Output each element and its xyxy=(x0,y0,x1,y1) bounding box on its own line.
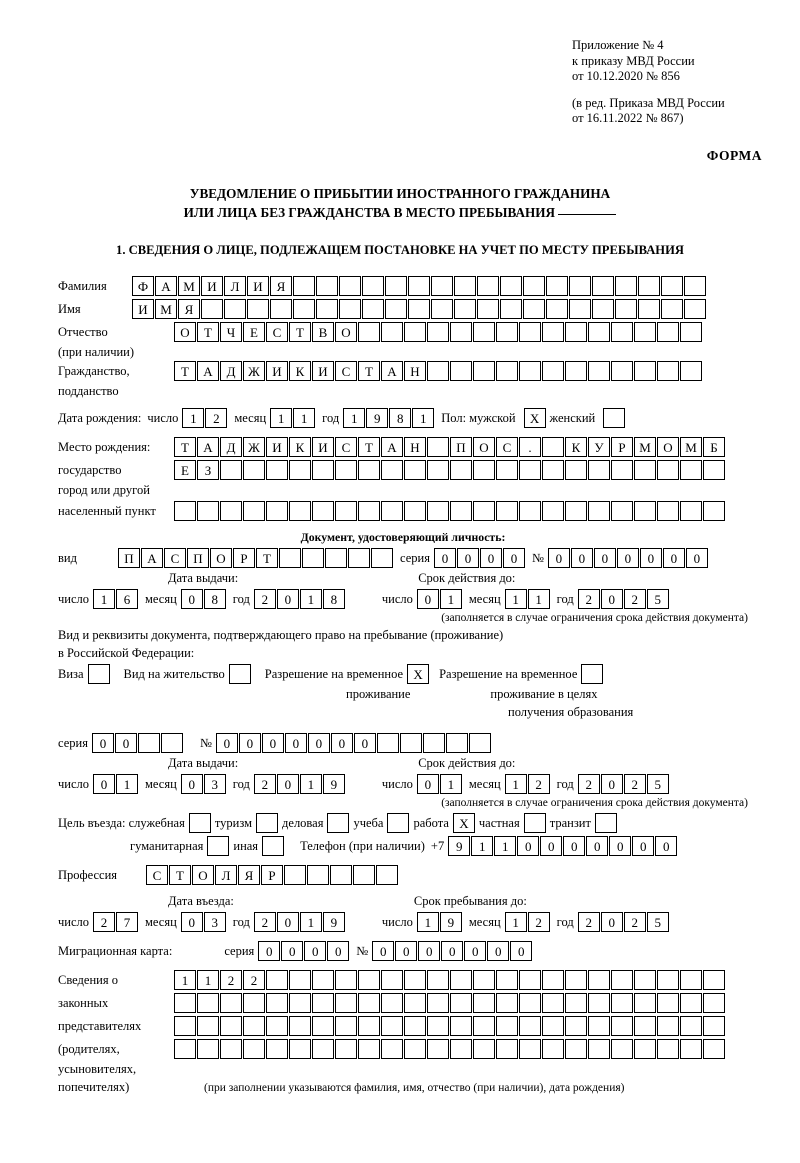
document-header-reference xyxy=(572,38,762,127)
issue-year-label: год xyxy=(232,591,250,606)
purpose-humanitarian-checkbox[interactable] xyxy=(207,836,229,856)
temp-residence-checkbox[interactable]: Х xyxy=(407,664,429,684)
legal-reps-boxes-row3[interactable] xyxy=(174,1016,726,1036)
section-1-heading: 1. СВЕДЕНИЯ О ЛИЦЕ, ПОДЛЕЖАЩЕМ ПОСТАНОВКЕ НА УЧЕТ ПО МЕСТУ ПРЕБЫВАНИЯ xyxy=(116,243,684,257)
legal-reps-row-5 xyxy=(58,1062,748,1077)
permit-series-label: серия xyxy=(58,735,88,750)
phone-prefix: +7 xyxy=(430,838,445,853)
entry-year-label: год xyxy=(232,914,250,929)
field-migration-card xyxy=(58,941,748,961)
page-title xyxy=(0,184,800,222)
sex-male-checkbox[interactable]: Х xyxy=(524,408,546,428)
legal-reps-boxes-row2[interactable] xyxy=(174,993,726,1013)
issue-month-boxes[interactable]: 0 8 xyxy=(181,589,227,609)
legal-reps-row-1 xyxy=(58,970,748,990)
purpose-transit-checkbox[interactable] xyxy=(595,813,617,833)
permit-valid-month-label: месяц xyxy=(468,776,501,791)
issue-year-boxes[interactable]: 2 0 1 8 xyxy=(254,589,346,609)
field-patronymic xyxy=(58,322,748,342)
residence-checkbox[interactable] xyxy=(229,664,251,684)
migration-series-label: серия xyxy=(224,943,255,958)
permit-issue-month-label: месяц xyxy=(145,776,177,791)
header-line-2: к приказу МВД России xyxy=(572,53,695,68)
field-birthplace-line1 xyxy=(58,437,748,457)
permit-sublabels-1 xyxy=(58,687,748,702)
valid-year-label: год xyxy=(556,591,574,606)
identity-doc-series-boxes[interactable]: 0 0 0 0 xyxy=(434,548,526,568)
legal-reps-label-1: Сведения о xyxy=(58,972,118,987)
form-word: ФОРМА xyxy=(706,148,762,163)
permit-valid-year-label: год xyxy=(556,776,574,791)
identity-doc-number-boxes[interactable]: 0 0 0 0 0 0 0 xyxy=(548,548,709,568)
temp-residence-label: Разрешение на временное xyxy=(264,666,404,681)
purpose-study-checkbox[interactable] xyxy=(387,813,409,833)
birthplace-sublabel-2: город или другой xyxy=(58,483,150,497)
birthdate-month-boxes[interactable]: 1 1 xyxy=(270,408,316,428)
permit-sublabels-2 xyxy=(58,705,748,720)
permit-valid-month-boxes[interactable]: 1 2 xyxy=(505,774,551,794)
valid-day-boxes[interactable]: 0 1 xyxy=(417,589,463,609)
migration-number-label: № xyxy=(356,943,369,958)
residence-label: Вид на жительство xyxy=(123,666,225,681)
entry-year-boxes[interactable]: 2 0 1 9 xyxy=(254,912,346,932)
permit-series-number xyxy=(58,733,748,753)
citizenship-label: Гражданство, xyxy=(58,363,130,378)
purpose-work-label: работа xyxy=(413,815,449,830)
legal-reps-row-3 xyxy=(58,1016,748,1036)
permit-checkboxes xyxy=(58,664,748,684)
birthdate-label: Дата рождения: xyxy=(58,410,142,425)
sex-female-label: женский xyxy=(549,410,596,425)
stay-day-boxes[interactable]: 1 9 xyxy=(417,912,463,932)
stay-month-label: месяц xyxy=(468,914,501,929)
permit-number-boxes[interactable]: 0 0 0 0 0 0 0 xyxy=(216,733,492,753)
edu-residence-checkbox[interactable] xyxy=(581,664,603,684)
permit-heading-line2 xyxy=(58,646,748,661)
birthdate-day-boxes[interactable]: 1 2 xyxy=(182,408,228,428)
birthdate-day-label: число xyxy=(147,410,179,425)
field-identity-doc-type xyxy=(58,548,748,568)
citizenship-boxes[interactable]: Т А Д Ж И К И С Т А Н xyxy=(174,361,703,381)
header-line-3: от 10.12.2020 № 856 xyxy=(572,69,680,83)
patronymic-label: Отчество xyxy=(58,324,108,339)
migration-card-label: Миграционная карта: xyxy=(58,943,173,958)
field-birthplace-line4 xyxy=(58,501,748,521)
permit-valid-label: Срок действия до: xyxy=(418,756,516,770)
profession-label: Профессия xyxy=(58,867,118,882)
stay-month-boxes[interactable]: 1 2 xyxy=(505,912,551,932)
legal-reps-row-6 xyxy=(58,1080,748,1095)
sex-male-label: Пол: мужской xyxy=(441,410,516,425)
legal-reps-boxes-row4[interactable] xyxy=(174,1039,726,1059)
purpose-row-1 xyxy=(58,813,748,833)
birthplace-boxes-row1[interactable]: Т А Д Ж И К И С Т А Н П О С . К У Р М О М Б xyxy=(174,437,726,457)
permit-note: (заполняется в случае ограничения срока действия документа) xyxy=(441,797,748,809)
permit-series-boxes[interactable]: 0 0 xyxy=(92,733,184,753)
permit-issue-year-boxes[interactable]: 2 0 1 9 xyxy=(254,774,346,794)
permit-valid-day-label: число xyxy=(381,776,413,791)
identity-doc-series-label: серия xyxy=(400,550,430,565)
identity-doc-issue-label: Дата выдачи: xyxy=(168,571,239,585)
field-citizenship xyxy=(58,361,748,381)
purpose-study-label: учеба xyxy=(353,815,384,830)
valid-year-boxes[interactable]: 2 0 2 5 xyxy=(578,589,670,609)
stay-year-boxes[interactable]: 2 0 2 5 xyxy=(578,912,670,932)
valid-day-label: число xyxy=(381,591,413,606)
citizenship-sublabel-row xyxy=(58,384,748,399)
entry-month-label: месяц xyxy=(145,914,177,929)
name-label: Имя xyxy=(58,301,81,316)
surname-label: Фамилия xyxy=(58,278,107,293)
surname-boxes[interactable]: Ф А М И Л И Я xyxy=(132,276,707,296)
issue-day-boxes[interactable]: 1 6 xyxy=(93,589,139,609)
visa-label: Виза xyxy=(58,666,84,681)
field-birthdate xyxy=(58,408,748,428)
entry-day-label: число xyxy=(58,914,90,929)
purpose-private-checkbox[interactable] xyxy=(524,813,546,833)
title-blank-line xyxy=(558,214,616,215)
purpose-other-checkbox[interactable] xyxy=(262,836,284,856)
profession-boxes[interactable]: С Т О Л Я Р xyxy=(146,865,399,885)
header-line-1: Приложение № 4 xyxy=(572,38,664,52)
field-profession xyxy=(58,865,748,885)
field-birthplace-line2 xyxy=(58,460,748,480)
legal-reps-label-3: представителях xyxy=(58,1018,142,1033)
purpose-private-label: частная xyxy=(478,815,520,830)
temp-residence-label2: проживание xyxy=(346,687,411,701)
patronymic-sublabel-row xyxy=(58,345,748,360)
birthdate-year-label: год xyxy=(322,410,340,425)
purpose-other-label: иная xyxy=(233,838,259,853)
legal-reps-label-4: (родителях, xyxy=(58,1041,120,1056)
phone-label: Телефон (при наличии) xyxy=(300,838,425,853)
phone-boxes[interactable]: 9 1 1 0 0 0 0 0 0 0 xyxy=(448,836,678,856)
permit-issue-year-label: год xyxy=(232,776,250,791)
patronymic-sublabel: (при наличии) xyxy=(58,345,135,359)
permit-number-label: № xyxy=(199,735,212,750)
permit-valid-year-boxes[interactable]: 2 0 2 5 xyxy=(578,774,670,794)
stay-until-label: Срок пребывания до: xyxy=(413,894,527,908)
header-line-5: от 16.11.2022 № 867) xyxy=(572,111,684,125)
field-name xyxy=(58,299,748,319)
permit-issue-month-boxes[interactable]: 0 3 xyxy=(181,774,227,794)
edu-residence-label3: получения образования xyxy=(508,705,634,719)
purpose-official-checkbox[interactable] xyxy=(189,813,211,833)
issue-month-label: месяц xyxy=(145,591,177,606)
purpose-business-label: деловая xyxy=(282,815,324,830)
legal-reps-label-6: попечителях) xyxy=(58,1080,130,1094)
birthplace-sublabel-1: государство xyxy=(58,462,122,477)
permit-issue-day-label: число xyxy=(58,776,90,791)
birthdate-month-label: месяц xyxy=(234,410,267,425)
purpose-label: Цель въезда: служебная xyxy=(58,815,185,830)
identity-doc-heading: Документ, удостоверяющий личность: xyxy=(300,530,506,544)
purpose-tourism-checkbox[interactable] xyxy=(256,813,278,833)
form-body xyxy=(58,276,748,1098)
identity-doc-heading-row xyxy=(58,530,748,545)
migration-series-boxes[interactable]: 0 0 0 0 xyxy=(258,941,350,961)
legal-reps-row-2 xyxy=(58,993,748,1013)
purpose-humanitarian-label: гуманитарная xyxy=(130,838,204,853)
purpose-business-checkbox[interactable] xyxy=(327,813,349,833)
valid-month-label: месяц xyxy=(468,591,501,606)
birthplace-boxes-row2[interactable]: Е З xyxy=(174,460,726,480)
entry-day-boxes[interactable]: 2 7 xyxy=(93,912,139,932)
identity-doc-valid-label: Срок действия до: xyxy=(418,571,516,585)
sex-female-checkbox[interactable] xyxy=(603,408,625,428)
purpose-work-checkbox[interactable]: Х xyxy=(453,813,475,833)
field-birthplace-line3 xyxy=(58,483,748,498)
name-boxes[interactable]: И М Я xyxy=(132,299,707,319)
legal-reps-note: (при заполнении указываются фамилия, имя, отчество (при наличии), дата рождения) xyxy=(204,1081,625,1094)
valid-month-boxes[interactable]: 1 1 xyxy=(505,589,551,609)
purpose-row-2 xyxy=(58,836,748,856)
edu-residence-label2: проживание в целях xyxy=(490,687,598,701)
purpose-tourism-label: туризм xyxy=(214,815,253,830)
identity-doc-type-label: вид xyxy=(58,550,77,565)
legal-reps-boxes-row1[interactable]: 1 1 2 2 xyxy=(174,970,726,990)
entry-dates xyxy=(58,912,748,932)
permit-issue-day-boxes[interactable]: 0 1 xyxy=(93,774,139,794)
identity-doc-dates xyxy=(58,589,748,609)
page-title-line-2: ИЛИ ЛИЦА БЕЗ ГРАЖДАНСТВА В МЕСТО ПРЕБЫВАНИЯ xyxy=(183,205,556,220)
legal-reps-label-5: усыновителях, xyxy=(58,1062,137,1076)
migration-number-boxes[interactable]: 0 0 0 0 0 0 0 xyxy=(372,941,533,961)
permit-heading-line1 xyxy=(58,628,748,643)
legal-reps-row-4 xyxy=(58,1039,748,1059)
page-title-line-1: УВЕДОМЛЕНИЕ О ПРИБЫТИИ ИНОСТРАННОГО ГРАЖДАНИНА xyxy=(189,186,611,201)
permit-dates xyxy=(58,774,748,794)
identity-doc-note: (заполняется в случае ограничения срока действия документа) xyxy=(441,612,748,624)
citizenship-sublabel: подданство xyxy=(58,384,119,398)
entry-date-headings xyxy=(58,894,748,909)
purpose-transit-label: транзит xyxy=(549,815,591,830)
entry-date-label: Дата въезда: xyxy=(168,894,234,908)
birthplace-boxes-row3[interactable] xyxy=(174,501,726,521)
legal-reps-label-2: законных xyxy=(58,995,109,1010)
permit-valid-day-boxes[interactable]: 0 1 xyxy=(417,774,463,794)
identity-doc-number-label: № xyxy=(531,550,544,565)
entry-month-boxes[interactable]: 0 3 xyxy=(181,912,227,932)
visa-checkbox[interactable] xyxy=(88,664,110,684)
identity-doc-date-headings xyxy=(58,571,748,586)
header-line-4: (в ред. Приказа МВД России xyxy=(572,95,725,110)
issue-day-label: число xyxy=(58,591,90,606)
birthdate-year-boxes[interactable]: 1 9 8 1 xyxy=(343,408,435,428)
identity-doc-type-boxes[interactable]: П А С П О Р Т xyxy=(118,548,394,568)
permit-line2: в Российской Федерации: xyxy=(58,646,195,660)
edu-residence-label: Разрешение на временное xyxy=(439,666,578,681)
birthplace-sublabel-3: населенный пункт xyxy=(58,503,156,518)
field-surname xyxy=(58,276,748,296)
stay-year-label: год xyxy=(556,914,574,929)
permit-line1: Вид и реквизиты документа, подтверждающего право на пребывание (проживание) xyxy=(58,628,504,642)
permit-issue-label: Дата выдачи: xyxy=(168,756,239,770)
permit-date-headings xyxy=(58,756,748,771)
patronymic-boxes[interactable]: О Т Ч Е С Т В О xyxy=(174,322,703,342)
stay-day-label: число xyxy=(381,914,413,929)
birthplace-label: Место рождения: xyxy=(58,439,151,454)
